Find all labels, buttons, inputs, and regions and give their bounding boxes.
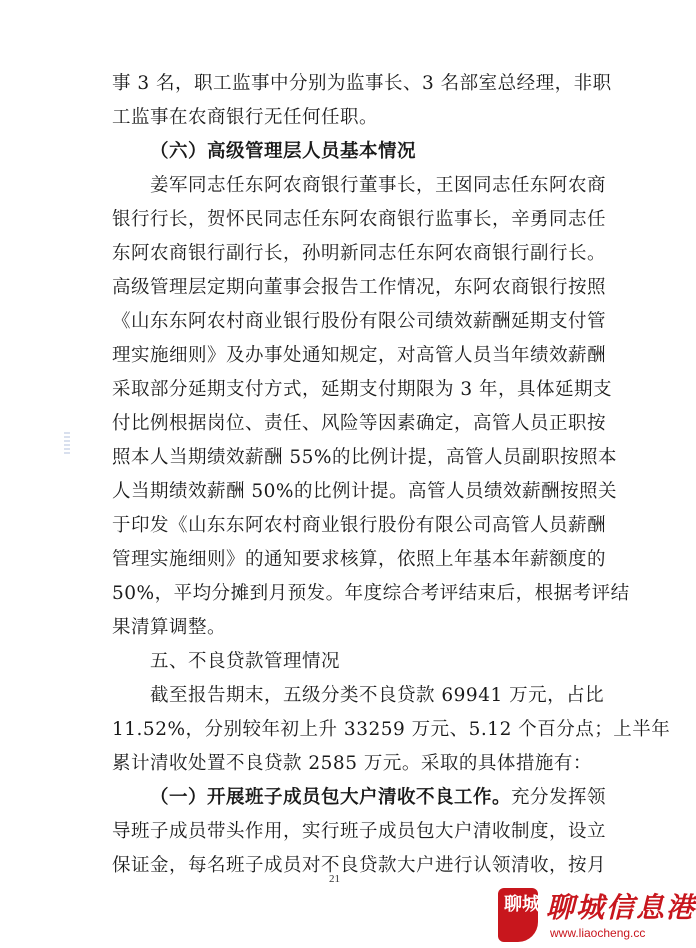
body-line-16: 果清算调整。 (112, 617, 227, 638)
page-number: 21 (329, 873, 340, 885)
body-line-2: 工监事在农商银行无任何任职。 (112, 107, 379, 128)
body-line-7: 《山东东阿农村商业银行股份有限公司绩效薪酬延期支付管 (112, 311, 607, 332)
body-line-11: 照本人当期绩效薪酬 55%的比例计提，高管人员副职按照本 (112, 447, 618, 468)
body-line-14: 管理实施细则》的通知要求核算，依照上年基本年薪额度的 (112, 549, 607, 570)
body-line-10: 付比例根据岗位、责任、风险等因素确定，高管人员正职按 (112, 413, 607, 434)
body-line-22: 保证金，每名班子成员对不良贷款大户进行认领清收，按月 (112, 855, 607, 876)
logo-title: 聊城信息港 (546, 891, 696, 924)
body-line-3: 姜军同志任东阿农商银行董事长，王囡同志任东阿农商 (150, 175, 607, 196)
section-heading-npl: 五、不良贷款管理情况 (150, 651, 341, 672)
section-heading-senior-management: （六）高级管理层人员基本情况 (150, 141, 417, 162)
logo-url: www.liaocheng.cc (550, 926, 646, 940)
logo-badge (498, 888, 538, 942)
body-line-18: 11.52%，分别较年初上升 33259 万元、5.12 个百分点；上半年 (112, 719, 671, 740)
body-line-12: 人当期绩效薪酬 50%的比例计提。高管人员绩效薪酬按照关 (112, 481, 618, 502)
body-line-13: 于印发《山东东阿农村商业银行股份有限公司高管人员薪酬 (112, 515, 607, 536)
scan-artifact (64, 432, 70, 454)
body-line-9: 采取部分延期支付方式，延期支付期限为 3 年，具体延期支 (112, 379, 613, 400)
body-line-4: 银行行长，贺怀民同志任东阿农商银行监事长，辛勇同志任 (112, 209, 607, 230)
body-line-8: 理实施细则》及办事处通知规定，对高管人员当年绩效薪酬 (112, 345, 607, 366)
body-line-20 (150, 781, 607, 815)
body-line-1: 事 3 名，职工监事中分别为监事长、3 名部室总经理，非职 (112, 73, 612, 94)
logo-badge-text: 聊城 (504, 894, 540, 915)
body-line-17: 截至报告期末，五级分类不良贷款 69941 万元，占比 (150, 685, 605, 706)
watermark-logo (494, 884, 696, 946)
subsection-heading-leader-collection: （一）开展班子成员包大户清收不良工作。 (150, 787, 512, 808)
body-line-20-tail: 充分发挥领 (511, 787, 607, 808)
body-line-15: 50%，平均分摊到月预发。年度综合考评结束后，根据考评结 (112, 583, 630, 604)
body-line-6: 高级管理层定期向董事会报告工作情况，东阿农商银行按照 (112, 277, 607, 298)
body-line-5: 东阿农商银行副行长，孙明新同志任东阿农商银行副行长。 (112, 243, 607, 264)
body-line-19: 累计清收处置不良贷款 2585 万元。采取的具体措施有： (112, 753, 592, 774)
body-line-21: 导班子成员带头作用，实行班子成员包大户清收制度，设立 (112, 821, 607, 842)
